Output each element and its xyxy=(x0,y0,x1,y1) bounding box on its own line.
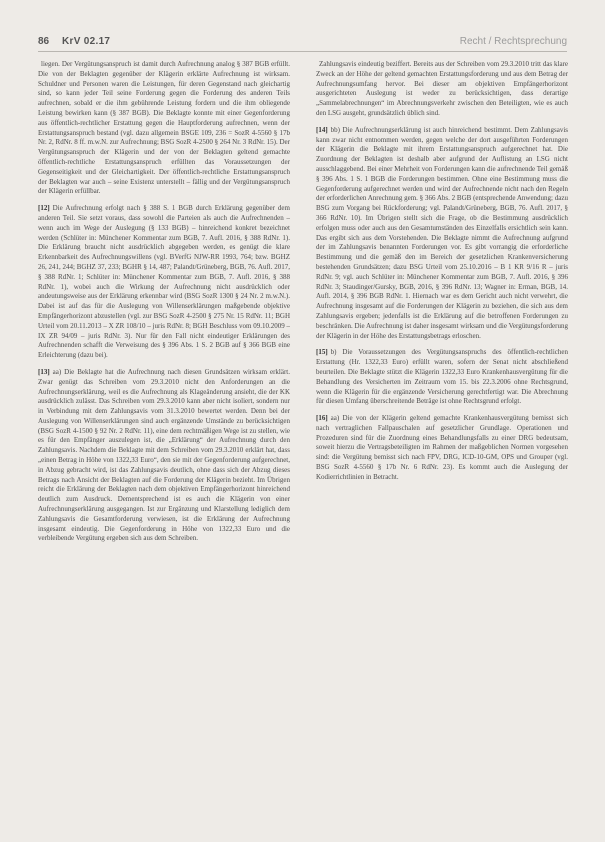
journal-title: KrV 02.17 xyxy=(62,36,111,47)
paragraph xyxy=(316,348,568,407)
paragraph-text: bb) Die Aufrechnungserklärung ist auch hinreichend bestimmt. Dem Zahlungsavis kann zwar nicht entnommen werden, gegen welche der dort ausgeführten Forderungen der Klägerin die Beklagte mit ihrem Erstattungsanspruch aufgerechnet hat. Die Zuordnung der Beklagten ist deshalb aber aufgrund der Auflistung an LSG nicht ausschlaggebend. Bei einer Mehrheit von Forderungen kann die aufrechnende Teil gemäß § 396 Abs. 1 S. 1 BGB die Forderungen bestimmen. Ohne eine Bestimmung muss die Gegenforderung aufgerechnet werden und wird der Aufrechnende nicht nach den Regeln der erforderlichen Anrechnung gem. § 366 Abs. 2 BGB (entsprechende Anwendung; dazu BSG zum Vorgang bei Rückforderung; vgl. Palandt/Grüneberg, BGB, 76. Aufl. 2017, § 366 RdNr. 10). Im Übrigen stellt sich die Frage, ob die Bestimmung ausdrücklich erfolgen muss oder auch aus den Gesamtumständen des Einzelfalls ersichtlich sein kann. Das ergibt sich aus dem Vorstehenden. Die Beklagte nimmt die Aufrechnung aufgrund der im Zahlungsavis benannten Forderungen vor. Es gibt vorrangig die erforderliche Bestimmung und die gemäß den im Bereich der gesetzlichen Krankenversicherung bestehenden Grundsätzen; dazu BSG Urteil vom 25.10.2016 – B 1 KR 9/16 R – juris RdNr. 9; vgl. auch Schlüter in: Münchener Kommentar zum BGB, 7. Aufl. 2016, § 396 RdNr. 3; Staudinger/Gursky, BGB, 2016, § 396 RdNr. 13; Wagner in: Erman, BGB, 14. Aufl. 2014, § 396 BGB RdNr. 1. Hiernach war es dem Gericht auch nicht verwehrt, die Aufrechnung insgesamt auf die Forderungen der Klägerin zu beziehen, die sich aus dem Zahlungsavis ergeben; jedenfalls ist die Erklärung auf die betroffenen Forderungen zu beschränken. Die Aufrechnung ist daher insgesamt wirksam und die Vergütungsforderung der Klägerin in der Höhe des Erstattungsbetrags erloschen. xyxy=(316,125,568,340)
paragraph xyxy=(316,414,568,483)
paragraph xyxy=(38,204,290,361)
marginal-number: [12] xyxy=(38,204,50,213)
paragraph-text: liegen. Der Vergütungsanspruch ist damit durch Aufrechnung analog § 387 BGB erfüllt. Die von der Beklagten gegenüber der Klägerin erklärte Aufrechnung ist wirksam. Schuldner und Personen waren die Leistungen, für deren Gegenstand nach gleichartig sind, so kann jeder Teil seine Forderung gegen die Forderung des anderen Teils aufrechnen, sobald er die ihm gebührende Leistung fordern und die ihm obliegende Leistung bewirken kann (§ 387 BGB). Die Beklagte konnte mit einer Gegenforderung aus öffentlich-rechtlicher Erstattung gegen die Hauptforderung aufrechnen, wenn der Erstattungsanspruch bestand (vgl. dazu allgemein BSGE 109, 236 = SozR 4-5560 § 17b Nr. 2, RdNr. 8 ff. m.w.N. zur Aufrechnung; BSG SozR 4-2500 § 264 Nr. 3 RdNr. 15). Der Vergütungsanspruch der Klägerin und der von der Beklagten geltend gemachte öffentlich-rechtliche Erstattungsanspruch erfüllten das Voraussetzungen der Gegenseitigkeit und der Gleichartigkeit. Der öffentlich-rechtliche Erstattungsanspruch der Beklagten war auch – seine Existenz unterstellt – fällig und der Vergütungsanspruch der Klägerin erfüllbar. xyxy=(38,60,290,196)
paragraph-text: Zahlungsavis eindeutig beziffert. Bereits aus der Schreiben vom 29.3.2010 tritt das klare Zweck an der Höhe der geltend gemachten Erstattungsforderung und aus dem Betrag der Aufrechnungsumfang hervor. Bei dieser am objektiven Empfängerhorizont ausgerichteten Auslegung ist weder zu berücksichtigen, dass derartige „Sammelabrechnungen“ im Abrechnungsverkehr zwischen den Beteiligten, wie es auch den LSG ausgeht, grundsätzlich üblich sind. xyxy=(316,60,568,117)
page-number: 86 xyxy=(38,36,50,47)
marginal-number: [16] xyxy=(316,414,328,423)
right-column xyxy=(316,60,568,805)
paragraph-text: Die Aufrechnung erfolgt nach § 388 S. 1 BGB durch Erklärung gegenüber dem anderen Teil. Sie setzt voraus, dass sowohl die Parteien als auch die Aufrechnenden – wenn auch im Wege der Auslegung (§ 133 BGB) – hinreichend konkret bezeichnet werden (Schlüter in: Münchener Kommentar zum BGB, 7. Aufl. 2016, § 388 RdNr. 1). Die Erklärung braucht nicht ausdrücklich abgegeben werden, es genügt die klare Erkennbarkeit des Aufrechnungswillens (vgl. BVerfG NJW-RR 1993, 764; bzw. BGHZ 26, 241, 244; BGHZ 37, 233; BGHR § 14, 487; Palandt/Grüneberg, BGB, 76. Aufl. 2017, § 388 RdNr. 1; Schlüter in: Münchener Kommentar zum BGB, 7. Aufl. 2016, § 388 RdNr. 1), wobei auch die Wirkung der Aufrechnung nicht ausdrücklich oder andeutungsweise aus der Erklärung erkennbar wird (BSG SozR 1300 § 24 Nr. 2 m.w.N.). Dabei ist auf das für die Auslegung von Willenserklärungen maßgebende objektive Empfängerhorizont abzustellen (vgl. zur BSG SozR 4-2500 § 275 Nr. 15 RdNr. 11; BGH Urteil vom 20.11.2013 – X ZR 108/10 – juris RdNr. 8; BGH Beschluss vom 09.10.2009 – IX ZR 94/09 – juris RdNr. 3). Nur für den Fall nicht eindeutiger Erklärungen des Aufrechnenden schafft die Verweisung des § 396 Abs. 1 S. 2 BGB auf § 366 BGB eine Erleichterung (dazu bei). xyxy=(38,204,290,360)
left-column xyxy=(38,60,290,805)
page-header xyxy=(38,36,567,50)
paragraph-text: aa) Die von der Klägerin geltend gemachte Krankenhausvergütung bemisst sich nach vertraglichen Fallpauschalen auf gesetzlicher Grundlage. Operationen und Prozeduren sind für die Zuordnung eines Behandlungsfalls zu einer DRG bedeutsam, soweit hierzu die Vertragsbeteiligten im Rahmen der maßgeblichen Normen vorgesehen sind: die Vergütung bemisst sich nach FPV, DRG, ICD-10-GM, OPS und Grouper (vgl. BSG SozR 4-5560 § 17b Nr. 6 RdNr. 23). Es kommt auch die Auslegung der Kodierrichtlinien in Betracht. xyxy=(316,414,568,481)
marginal-number: [15] xyxy=(316,348,328,357)
marginal-number: [13] xyxy=(38,367,50,376)
header-rule xyxy=(38,51,567,52)
paragraph xyxy=(38,60,290,197)
marginal-number: [14] xyxy=(316,125,328,134)
paragraph xyxy=(316,126,568,342)
paragraph-text: b) Die Voraussetzungen des Vergütungsanspruchs des öffentlich-rechtlichen Erstattung (Hr. 1322,33 Euro) erfüllt waren, sofern der Senat nicht abschließend beurteilen. Die Beklagte stützt die Klägerin 1322,33 Euro Krankenhausvergütung für die Behandlung des Versicherten im Zeitraum vom 15. bis 22.3.2006 ohne Rechtsgrund, wenn die Klägerin für die ergänzende Versicherung gerechtfertigt war. Die Abrechnung für diesen Umfang überschreitende Beträge ist ohne Rechtsgrund erfolgt. xyxy=(316,348,568,406)
paragraph-text: aa) Die Beklagte hat die Aufrechnung nach diesen Grundsätzen wirksam erklärt. Zwar genügt das Schreiben vom 29.3.2010 nicht den Anforderungen an die Aufrechnungserklärung, weil es die Aufrechnung als Klageänderung ansieht, die der KK ausdrücklich zulässt. Das Schreiben vom 29.3.2010 kann aber nicht isoliert, sondern nur in Verbindung mit dem Zahlungsavis vom 31.3.2010 bewertet werden. Denn bei der Auslegung von Willenserklärungen sind auch ergänzende Umstände zu berücksichtigen (BSG SozR 4-1500 § 92 Nr. 2 RdNr. 11), eine dem rechtmäßigen Wege ist zu stellen, wie es für den Empfänger auszulegen ist, die „Erklärung“ der Aufrechnung durch den Zahlungsavis. Nachdem die Beklagte mit dem Schreiben vom 29.3.2010 erklärt hat, dass „einen Betrag in Höhe von 1322,33 Euro“, den sie mit der Gegenforderung aufgerechnet, in Abzug gebracht wird, ist das Zahlungsavis deutlich, ohne dass sich der Abzug dieses Betrags nach Ansicht der Beklagten auf die Forderung der Klägerin bezieht. Im Übrigen reicht die Erklärung der Beklagten nach dem objektiven Empfängerhorizont hinreichend deutlich zum Ausdruck. Dementsprechend ist es auch die Klägerin von einer Aufrechnungserklärung ausgegangen. Ist zur Ergänzung und Klarstellung lediglich dem Zahlungsavis die Gesamtforderung verwiesen, ist die Erklärung der Aufrechnung insgesamt eindeutig. Die Gegenforderung in Höhe von 1322,33 Euro und die verbleibende Vergütung ergeben sich aus dem Schreiben. xyxy=(38,367,290,543)
section-title: Recht / Rechtsprechung xyxy=(459,36,567,47)
paragraph xyxy=(38,368,290,544)
paragraph xyxy=(316,60,568,119)
